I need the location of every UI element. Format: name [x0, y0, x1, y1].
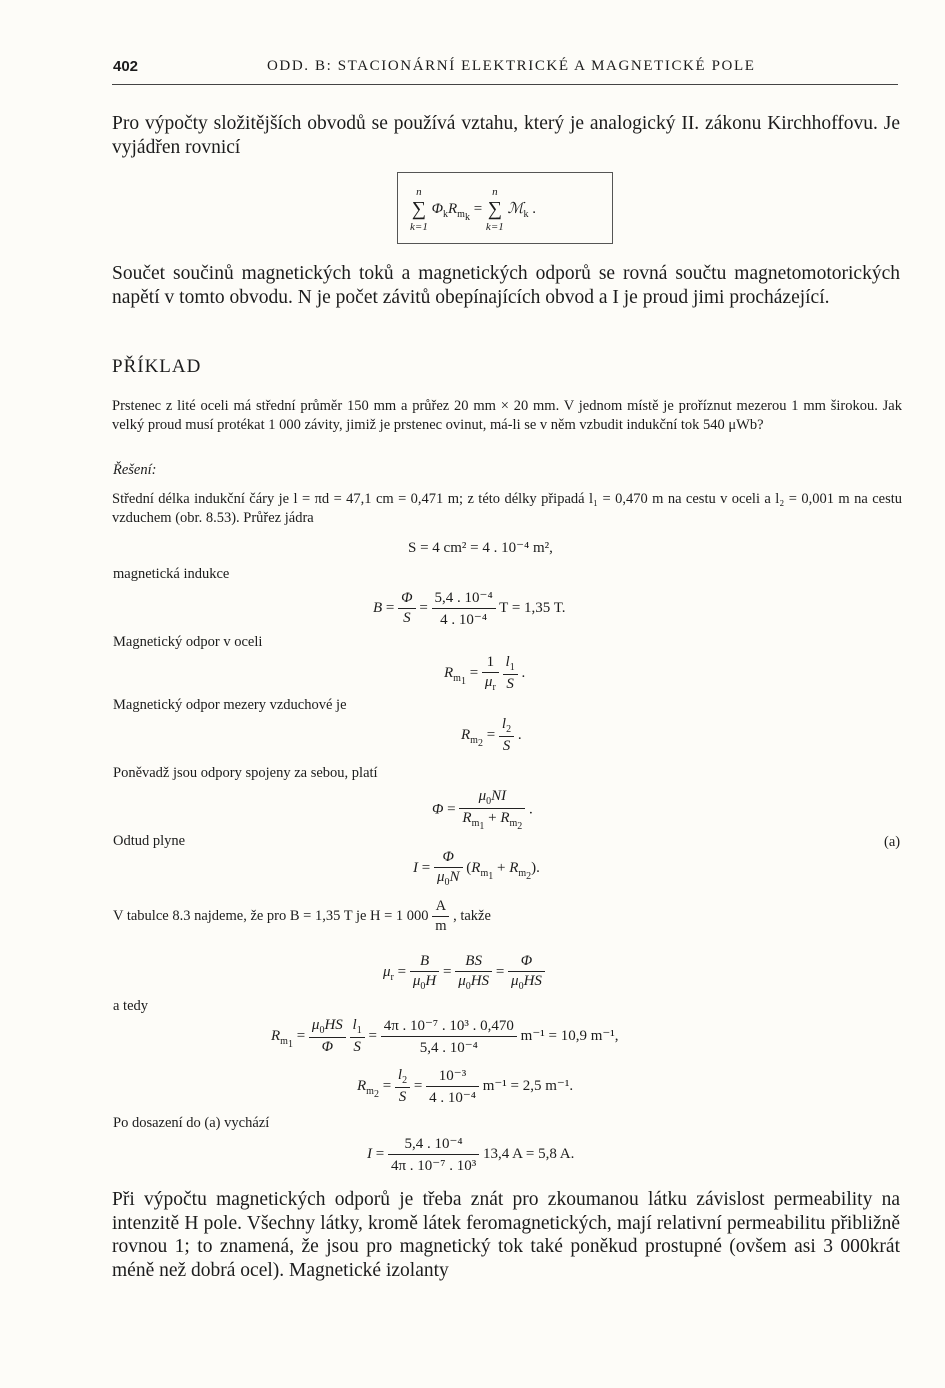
table-sentence: [113, 898, 491, 935]
induction-numerator: 5,4 . 10⁻⁴: [432, 588, 496, 609]
closing-paragraph: Při výpočtu magnetických odporů je třeba znát pro zkoumanou látku závislost permeability na intenzitě H pole. Všechny látky, kromě látek feromagnetických, mají relativní permeabilitu přibližně rovnou 1; to znamená, že jsou pro magnetický tok také poněkud prostupné (ovšem asi 3 000krát méně než dobrá ocel). Magnetické izolanty: [112, 1189, 900, 1281]
page-number: 402: [113, 58, 139, 75]
steel-reluctance-value-equation: $R_{m_1}$ = $\frac{\mu_0HS}{\Phi}$ $\frac{l_1}{S}$ = $\frac{\text{4π . 10⁻⁷ . 10³ . 0,470}}{\text{5,4 . 10⁻⁴}}$ m⁻¹ = 10,9 m⁻¹,: [271, 1017, 619, 1056]
intro-paragraph: Pro výpočty složitějších obvodů se používá vztahu, který je analogický II. zákonu Kirchhoffovu. Je vyjádřen rovnicí: [112, 113, 900, 158]
header-rule: [112, 84, 898, 85]
current-equation: I = $\frac{\Phi}{\mu_0N}$ $(R_{m_1} + R_{m_2})$.: [413, 849, 540, 888]
unit-denominator: m: [435, 918, 447, 934]
label-follows: Odtud plyne: [113, 833, 186, 849]
induction-result: T = 1,35 T.: [499, 599, 566, 616]
example-problem: Prstenec z lité oceli má střední průměr 150 mm a průřez 20 mm × 20 mm. V jednom místě je proříznut mezerou 1 mm širokou. Jak velký proud musí protékat 1 000 závity, jimiž je prstenec ovinut, má-li se v něm vzbudit indukční tok 540 μWb?: [112, 398, 902, 433]
label-gap-reluctance: Magnetický odpor mezery vzduchové je: [113, 697, 347, 713]
final-current-equation: I = $\frac{\text{5,4 . 10⁻⁴}}{\text{4π . 10⁻⁷ . 10³}}$ 13,4 A = 5,8 A.: [367, 1136, 575, 1174]
final-denominator: 4π . 10⁻⁷ . 10³: [390, 1158, 477, 1174]
rm1-denominator: 5,4 . 10⁻⁴: [419, 1040, 478, 1056]
label-substitute: Po dosazení do (a) vychází: [113, 1115, 270, 1131]
gap-reluctance-value-equation: $R_{m_2}$ = $\frac{l_2}{S}$ = $\frac{\text{10⁻³}}{\text{4 . 10⁻⁴}}$ m⁻¹ = 2,5 m⁻¹.: [357, 1067, 574, 1106]
solution-intro: Střední délka indukční čáry je l = πd = 47,1 cm = 0,471 m; z této délky připadá l₁ = 0,470 m na cestu v oceli a l₂ = 0,001 m na cestu vzduchem (obr. 8.53). Průřez jádra: [112, 491, 902, 526]
label-steel-reluctance: Magnetický odpor v oceli: [113, 634, 263, 650]
rm1-numerator: 4π . 10⁻⁷ . 10³ . 0,470: [381, 1016, 517, 1037]
rm2-denominator: 4 . 10⁻⁴: [429, 1090, 476, 1106]
final-result: 13,4 A = 5,8 A.: [482, 1145, 575, 1162]
unit-numerator: A: [432, 898, 449, 917]
area-equation: S = 4 cm² = 4 . 10⁻⁴ m²,: [408, 540, 553, 556]
permeability-equation: $\mu_r$ = $\frac{B}{\mu_0H}$ = $\frac{BS}{\mu_0HS}$ = $\frac{\Phi}{\mu_0HS}$: [383, 953, 545, 992]
gap-reluctance-equation: $R_{m_2}$ = $\frac{l_2}{S}$ .: [461, 716, 522, 754]
kirchhoff-equation: n ∑ k=1 $\Phi_kR_{m_k}$ = n ∑ k=1 ℳ$_k$ .: [410, 186, 537, 233]
solution-label: Řešení:: [113, 462, 157, 478]
kirchhoff-explanation: Součet součinů magnetických toků a magnetických odporů se rovná součtu magnetomotorických napětí v tomto obvodu. N je počet závitů obepínajících obvod a I je proud jimi procházející.: [112, 263, 900, 308]
example-title: PŘÍKLAD: [112, 356, 202, 377]
label-thus: a tedy: [113, 998, 149, 1014]
label-induction: magnetická indukce: [113, 566, 230, 582]
table-sentence-end: , takže: [453, 907, 491, 924]
final-numerator: 5,4 . 10⁻⁴: [388, 1134, 479, 1155]
steel-reluctance-equation: $R_{m_1}$ = $\frac{1}{\mu_r}$ $\frac{l_1}{S}$ .: [444, 654, 526, 693]
induction-denominator: 4 . 10⁻⁴: [440, 612, 488, 628]
induction-equation: B = $\frac{\Phi}{S}$ = $\frac{\text{5,4 . 10⁻⁴}}{\text{4 . 10⁻⁴}}$ T = 1,35 T.: [373, 590, 566, 628]
rm2-numerator: 10⁻³: [426, 1066, 479, 1087]
label-series: Poněvadž jsou odpory spojeny za sebou, platí: [113, 765, 378, 781]
flux-equation: Φ = $\frac{\mu_0NI}{R_{m_1} + R_{m_2}}$ .: [432, 788, 533, 832]
rm2-result: m⁻¹ = 2,5 m⁻¹.: [482, 1077, 574, 1094]
running-header: ODD. B: STACIONÁRNÍ ELEKTRICKÉ A MAGNETICKÉ POLE: [267, 58, 756, 74]
table-sentence-text: V tabulce 8.3 najdeme, že pro B = 1,35 T je H = 1 000: [113, 907, 429, 924]
rm1-result: m⁻¹ = 10,9 m⁻¹,: [520, 1027, 619, 1044]
equation-number: (a): [884, 834, 901, 850]
